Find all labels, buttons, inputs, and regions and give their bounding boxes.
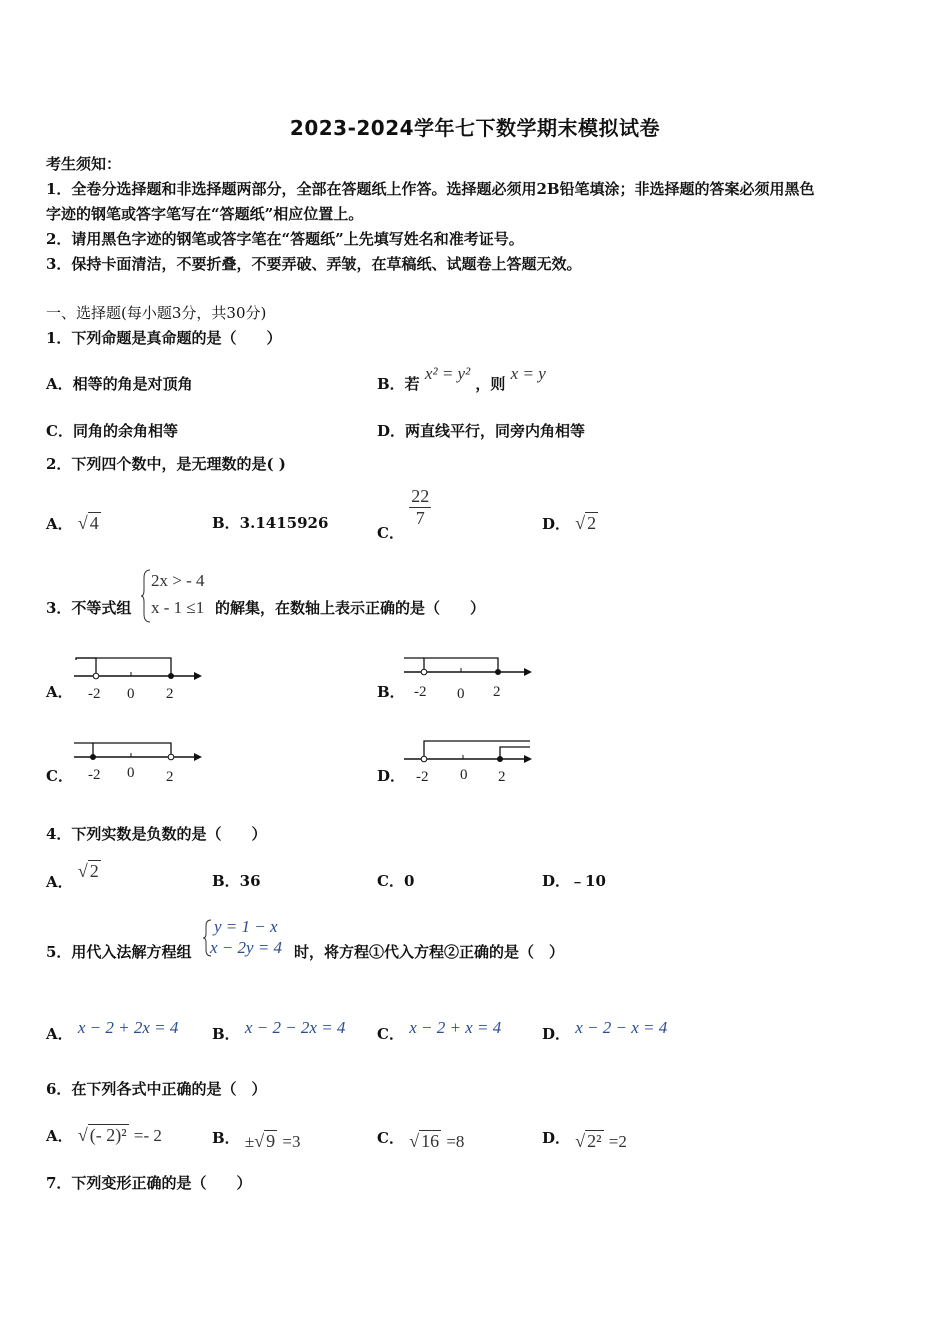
sqrt-expression: √ 16 (409, 1131, 440, 1151)
option-label: D． (542, 1025, 571, 1043)
number-line-c (68, 733, 208, 788)
math-rhs: =3 (282, 1132, 301, 1151)
question-2-stem: 2．下列四个数中，是无理数的是( ) (46, 455, 286, 473)
question-6-stem: 6．在下列各式中正确的是（ ） (46, 1080, 267, 1098)
notice-item-1: 1．全卷分选择题和非选择题两部分，全部在答题纸上作答。选择题必须用2B铅笔填涂；非选择题的答案必须用黑色 (46, 180, 815, 198)
question-3-option-a-label: A． (46, 683, 73, 701)
question-2-option-c (377, 486, 431, 542)
question-4-option-c: C．0 (377, 872, 415, 890)
question-6-option-a (46, 1124, 162, 1146)
tick-label: -2 (88, 686, 101, 702)
math-rhs: =8 (446, 1132, 465, 1151)
question-5-option-a (46, 1018, 179, 1044)
sqrt-expression: √ 2 (77, 861, 99, 881)
notice-heading: 考生须知： (46, 155, 122, 173)
math-expression: x − 2 + 2x = 4 (77, 1018, 179, 1037)
question-5-option-d (542, 1018, 668, 1044)
fraction: $\frac{22}{7}$ (411, 486, 430, 528)
option-label: C． (377, 1025, 404, 1043)
math-expression: x = y (510, 364, 546, 383)
question-4-option-a (46, 861, 101, 892)
tick-label: -2 (414, 684, 427, 700)
math-rhs: =2 (608, 1132, 627, 1151)
math-expression: x − 2 + x = 4 (409, 1018, 502, 1037)
question-3-stem-suffix: 的解集，在数轴上表示正确的是（ ） (215, 599, 486, 617)
question-1-option-d: D．两直线平行，同旁内角相等 (377, 422, 586, 440)
question-6-option-d (542, 1126, 627, 1151)
question-3-option-d-label: D． (377, 767, 406, 785)
sqrt-expression: √ 4 (77, 513, 99, 533)
question-5-stem-suffix: 时，将方程①代入方程②正确的是（ ） (294, 943, 565, 961)
option-label: D． (542, 1129, 571, 1147)
inequality-1: 2x > - 4 (151, 571, 205, 590)
inequality-2: x - 1 ≤1 (151, 598, 205, 617)
notice-item-1-cont: 字迹的钢笔或答字笔写在“答题纸”相应位置上。 (46, 205, 364, 223)
option-label: A． (46, 515, 73, 533)
option-b-mid: ，则 (475, 375, 506, 393)
section-heading: 一、选择题(每小题3分，共30分) (46, 304, 267, 322)
sqrt-expression: √ 2 (575, 513, 597, 533)
notice-item-2: 2．请用黑色字迹的钢笔或答字笔在“答题纸”上先填写姓名和准考证号。 (46, 230, 524, 248)
option-label: A． (46, 1127, 73, 1145)
tick-label: 0 (460, 767, 468, 783)
question-2-option-b: B．3.1415926 (212, 514, 329, 532)
page-title: 2023-2024学年七下数学期末模拟试卷 (289, 116, 661, 140)
question-5-option-c (377, 1018, 502, 1044)
tick-label: 2 (166, 686, 174, 702)
question-6-option-b (212, 1126, 301, 1151)
sqrt-expression: √ (- 2)² (77, 1125, 127, 1145)
option-label: B． (212, 1025, 240, 1043)
question-3-option-b-label: B． (377, 683, 405, 701)
question-1-stem: 1．下列命题是真命题的是（ ） (46, 329, 282, 347)
number-line-d (400, 733, 540, 788)
question-4-stem: 4．下列实数是负数的是（ ） (46, 825, 267, 843)
tick-label: 2 (166, 769, 174, 785)
math-expression: x − 2 − 2x = 4 (244, 1018, 346, 1037)
question-1-option-a: A．相等的角是对顶角 (46, 375, 193, 393)
question-6-option-c (377, 1126, 465, 1151)
question-5-stem-prefix: 5．用代入法解方程组 (46, 943, 192, 961)
tick-label: -2 (416, 769, 429, 785)
equation-1: y = 1 − x (214, 917, 278, 936)
question-1-option-b (377, 364, 546, 394)
question-3-option-c-label: C． (46, 767, 73, 785)
math-expression: x² = y² (424, 364, 471, 383)
option-label: D． (542, 515, 571, 533)
question-4-option-d: D．﹣10 (542, 872, 606, 890)
notice-item-3: 3．保持卡面清洁，不要折叠，不要弄破、弄皱，在草稿纸、试题卷上答题无效。 (46, 255, 582, 273)
tick-label: 0 (127, 686, 135, 702)
question-1-option-c: C．同角的余角相等 (46, 422, 178, 440)
tick-label: 2 (498, 769, 506, 785)
math-expression: x − 2 − x = 4 (575, 1018, 668, 1037)
option-label: B． (212, 1129, 240, 1147)
question-5-option-b (212, 1018, 346, 1044)
question-4-option-b: B．36 (212, 872, 261, 890)
tick-label: 2 (493, 684, 501, 700)
tick-label: -2 (88, 767, 101, 783)
question-3-stem-prefix: 3．不等式组 (46, 599, 132, 617)
sqrt-expression: √ 9 (254, 1131, 276, 1151)
sqrt-expression: √ 2² (575, 1131, 602, 1151)
number-line-b (400, 648, 540, 703)
option-label: A． (46, 873, 73, 891)
equation-2: x − 2y = 4 (210, 938, 283, 957)
option-label: C． (377, 523, 404, 542)
question-7-stem: 7．下列变形正确的是（ ） (46, 1174, 252, 1192)
question-2-option-a (46, 512, 101, 534)
option-b-prefix: B．若 (377, 375, 420, 393)
number-line-a (68, 648, 208, 703)
tick-label: 0 (457, 686, 465, 702)
option-label: C． (377, 1129, 404, 1147)
question-2-option-d (542, 512, 598, 534)
math-rhs: =- 2 (133, 1126, 162, 1145)
tick-label: 0 (127, 765, 135, 781)
plus-minus: ± (244, 1132, 255, 1151)
option-label: A． (46, 1025, 73, 1043)
